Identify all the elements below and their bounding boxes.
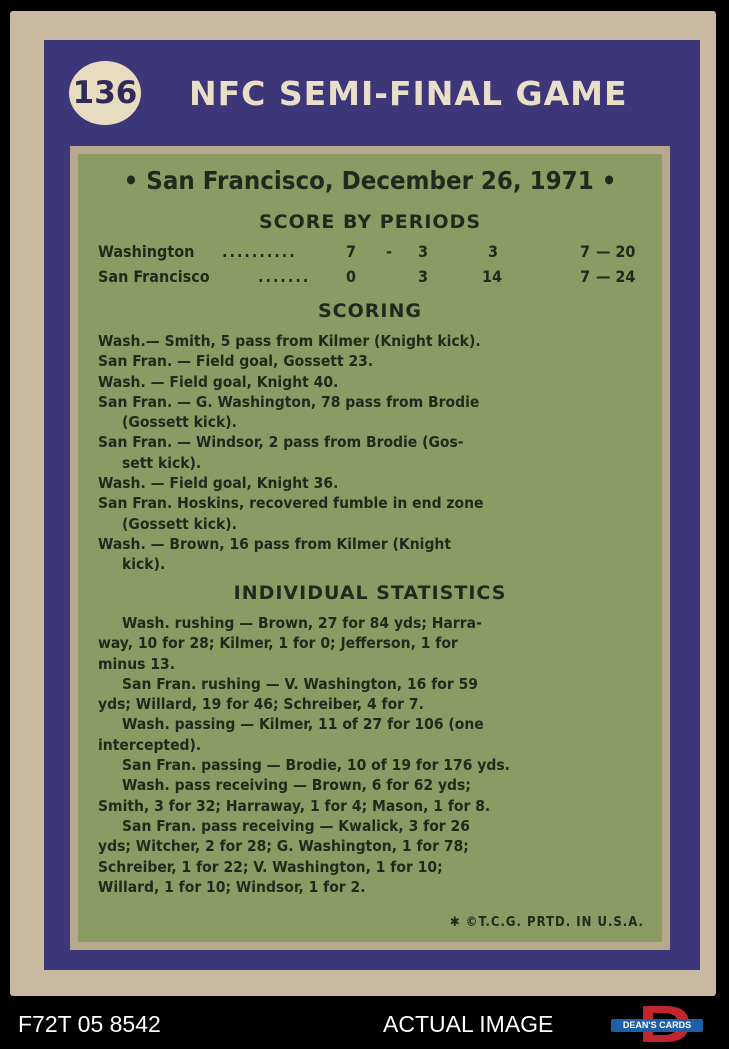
- cert-number: F72T 05 8542: [18, 1011, 161, 1037]
- score-by-periods-heading: SCORE BY PERIODS: [258, 211, 482, 233]
- content-panel: [78, 154, 662, 942]
- scoring-line: (Gossett kick).: [122, 413, 237, 432]
- scoring-line: Wash. — Brown, 16 pass from Kilmer (Knight: [98, 534, 452, 553]
- scoring-line: Wash. — Field goal, Knight 36.: [98, 474, 339, 493]
- inner-border: [70, 146, 670, 950]
- stats-line: Wash. rushing — Brown, 27 for 84 yds; Harra-: [122, 614, 482, 632]
- team-name: Washington: [98, 242, 195, 261]
- stats-line: way, 10 for 28; Kilmer, 1 for 0; Jefferson, 1 for: [98, 634, 458, 653]
- scoring-summary: [98, 331, 638, 575]
- stats-line: minus 13.: [98, 654, 176, 673]
- q2-score: 3: [418, 242, 429, 261]
- stats-line: Willard, 1 for 10; Windsor, 1 for 2.: [98, 877, 366, 896]
- stats-line: Smith, 3 for 32; Harraway, 1 for 4; Mason, 1 for 8.: [98, 796, 491, 815]
- final-score: — 20: [596, 242, 636, 261]
- q3-score: 3: [488, 242, 499, 261]
- q1-score: 7: [346, 242, 357, 261]
- scoring-line: San Fran. Hoskins, recovered fumble in end zone: [98, 494, 484, 513]
- scoring-line: (Gossett kick).: [122, 514, 237, 533]
- card-title: NFC SEMI-FINAL GAME: [189, 74, 628, 113]
- scoring-line: sett kick).: [122, 453, 202, 472]
- q4-score: 7: [580, 267, 591, 286]
- stats-line: intercepted).: [98, 735, 202, 754]
- copyright-notice: ✱ ©T.C.G. PRTD. IN U.S.A.: [449, 915, 644, 930]
- q3-score: 14: [482, 267, 503, 286]
- card-number-badge: [69, 61, 141, 125]
- scoring-line: San Fran. — Windsor, 2 pass from Brodie (Gos-: [98, 433, 464, 452]
- actual-image-label: ACTUAL IMAGE: [383, 1011, 554, 1037]
- stats-line: yds; Willard, 19 for 46; Schreiber, 4 for 7.: [98, 695, 424, 714]
- stats-line: San Fran. pass receiving — Kwalick, 3 for 26: [122, 816, 470, 835]
- stats-line: San Fran. passing — Brodie, 10 of 19 for 176 yds.: [122, 756, 510, 775]
- q4-score: 7: [580, 242, 591, 261]
- card-number: 136: [72, 75, 138, 111]
- stats-line: Wash. passing — Kilmer, 11 of 27 for 106 (one: [122, 715, 484, 734]
- individual-statistics: [98, 613, 638, 897]
- leader-dots: .......: [258, 267, 311, 286]
- separator: -: [386, 242, 392, 261]
- score-row-washington: [98, 242, 638, 266]
- team-name: San Francisco: [98, 267, 210, 286]
- blue-frame: [44, 40, 700, 970]
- game-location-date: • San Francisco, December 26, 1971 •: [123, 166, 617, 195]
- q1-score: 0: [346, 267, 357, 286]
- leader-dots: ..........: [222, 242, 297, 261]
- logo-wordmark: DEAN'S CARDS: [611, 1019, 703, 1032]
- stats-line: San Fran. rushing — V. Washington, 16 for 59: [122, 674, 478, 693]
- scoring-line: San Fran. — Field goal, Gossett 23.: [98, 352, 374, 371]
- scoring-line: Wash.— Smith, 5 pass from Kilmer (Knight kick).: [98, 332, 481, 350]
- scoring-line: Wash. — Field goal, Knight 40.: [98, 372, 339, 391]
- trading-card-back: [10, 11, 716, 996]
- final-score: — 24: [596, 267, 636, 286]
- deans-cards-logo[interactable]: [609, 1005, 705, 1043]
- score-row-san-francisco: [98, 267, 638, 291]
- stats-line: Schreiber, 1 for 22; V. Washington, 1 for 10;: [98, 857, 443, 876]
- scoring-heading: SCORING: [318, 300, 422, 322]
- scoring-line: kick).: [122, 555, 166, 574]
- scoring-line: San Fran. — G. Washington, 78 pass from Brodie: [98, 392, 480, 411]
- individual-statistics-heading: INDIVIDUAL STATISTICS: [233, 582, 507, 604]
- stats-line: Wash. pass receiving — Brown, 6 for 62 yds;: [122, 776, 471, 795]
- stats-line: yds; Witcher, 2 for 28; G. Washington, 1 for 78;: [98, 837, 469, 856]
- q2-score: 3: [418, 267, 429, 286]
